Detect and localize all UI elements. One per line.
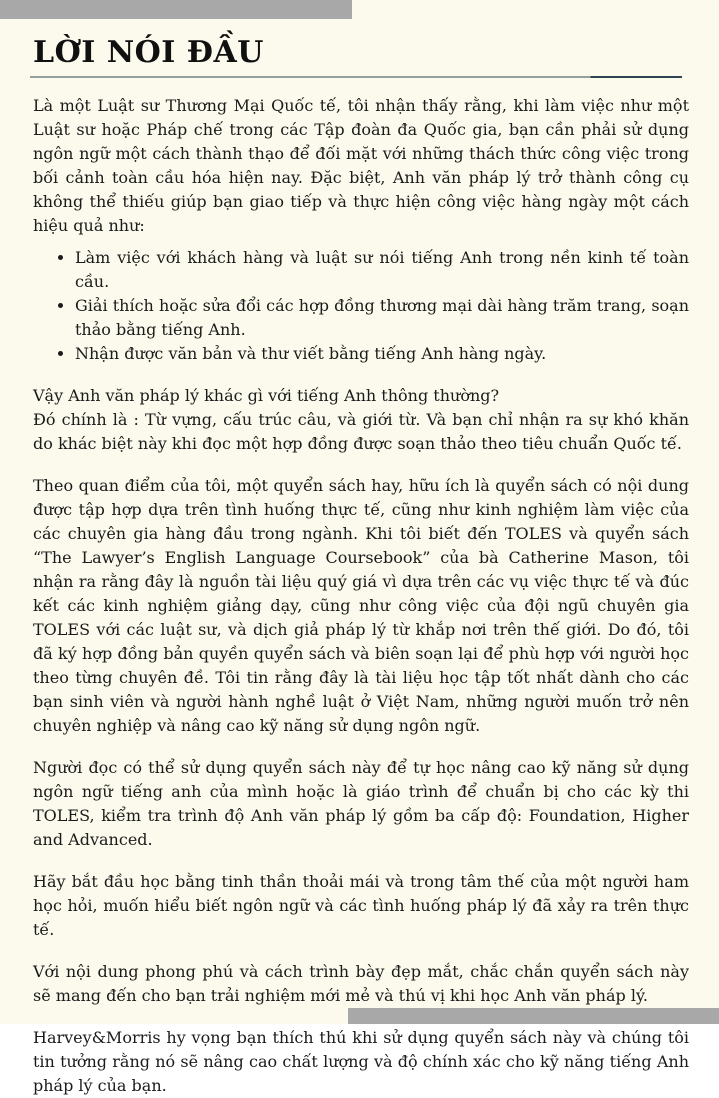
question-line: Vậy Anh văn pháp lý khác gì với tiếng Anh thông thường?: [33, 386, 500, 405]
page-content: [33, 34, 689, 1098]
top-left-decorative-bar: [0, 0, 352, 19]
body-paragraph: Theo quan điểm của tôi, một quyển sách hay, hữu ích là quyển sách có nội dung được tập hợp dựa trên tình huống thực tế, cũng như kinh nghiệm làm việc của các chuyên gia hàng đầu trong ngành. Khi tôi biết đến TOLES và quyển sách “The Lawyer’s English Language Coursebook” của bà Catherine Mason, tôi nhận ra rằng đây là nguồn tài liệu quý giá vì dựa trên các vụ việc thực tế và đúc kết các kinh nghiệm giảng dạy, cũng như công việc của đội ngũ chuyên gia TOLES với các luật sư, và dịch giả pháp lý từ khắp nơi trên thế giới. Do đó, tôi đã ký hợp đồng bản quyền quyển sách và biên soạn lại để phù hợp với người học theo từng chuyên đề. Tôi tin rằng đây là tài liệu học tập tốt nhất dành cho các bạn sinh viên và người hành nghề luật ở Việt Nam, những người muốn trở nên chuyên nghiệp và nâng cao kỹ năng sử dụng ngôn ngữ.: [33, 476, 689, 735]
list-item: • Làm việc với khách hàng và luật sư nói tiếng Anh trong nền kinh tế toàn cầu.: [75, 246, 689, 294]
body-paragraph: Harvey&Morris hy vọng bạn thích thú khi sử dụng quyển sách này và chúng tôi tin tưởng rằng nó sẽ nâng cao chất lượng và độ chính xác cho kỹ năng tiếng Anh pháp lý của bạn.: [33, 1028, 689, 1095]
list-item: • Nhận được văn bản và thư viết bằng tiếng Anh hàng ngày.: [75, 342, 689, 366]
answer-line: Đó chính là : Từ vựng, cấu trúc câu, và giới từ. Và bạn chỉ nhận ra sự khó khăn do khác biệt này khi đọc một hợp đồng được soạn thảo theo tiêu chuẩn Quốc tế.: [33, 410, 689, 453]
list-item: • Giải thích hoặc sửa đổi các hợp đồng thương mại dài hàng trăm trang, soạn thảo bằng tiếng Anh.: [75, 294, 689, 342]
page-title: LỜI NÓI ĐẦU: [33, 35, 264, 70]
intro-paragraph: Là một Luật sư Thương Mại Quốc tế, tôi nhận thấy rằng, khi làm việc như một Luật sư hoặc Pháp chế trong các Tập đoàn đa Quốc gia, bạn cần phải sử dụng ngôn ngữ một cách thành thạo để đối mặt với những thách thức công việc trong bối cảnh toàn cầu hóa hiện nay. Đặc biệt, Anh văn pháp lý trở thành công cụ không thể thiếu giúp bạn giao tiếp và thực hiện công việc hàng ngày một cách hiệu quả như:: [33, 96, 689, 235]
body-paragraph: Với nội dung phong phú và cách trình bày đẹp mắt, chắc chắn quyển sách này sẽ mang đến cho bạn trải nghiệm mới mẻ và thú vị khi học Anh văn pháp lý.: [33, 962, 689, 1005]
title-underline-rule: [30, 76, 682, 78]
body-paragraph: Hãy bắt đầu học bằng tinh thần thoải mái và trong tâm thế của một người ham học hỏi, muốn hiểu biết ngôn ngữ và các tình huống pháp lý đã xảy ra trên thực tế.: [33, 872, 689, 939]
bullet-list: [33, 246, 689, 366]
body-paragraph: Người đọc có thể sử dụng quyển sách này để tự học nâng cao kỹ năng sử dụng ngôn ngữ tiếng anh của mình hoặc là giáo trình để chuẩn bị cho các kỳ thi TOLES, kiểm tra trình độ Anh văn pháp lý gồm ba cấp độ: Foundation, Higher and Advanced.: [33, 758, 689, 849]
